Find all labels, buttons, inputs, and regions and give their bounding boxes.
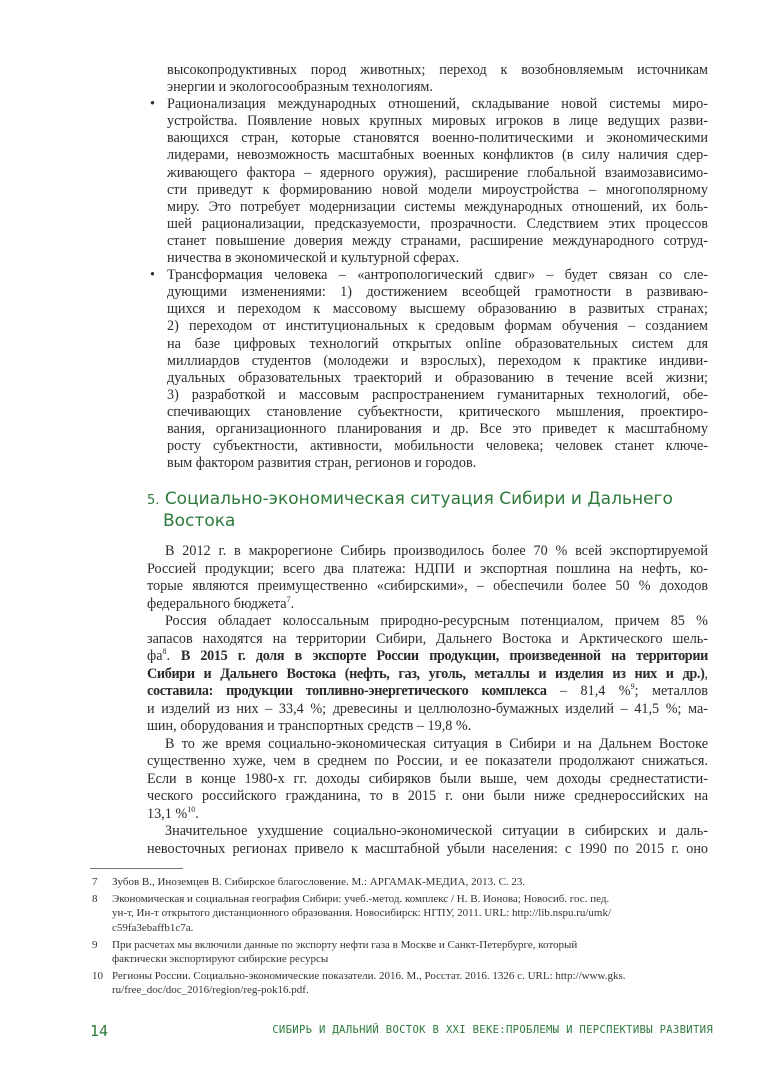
text-segment: фа: [147, 648, 163, 664]
text-line: ничества в экономической и культурной сферах.: [167, 250, 460, 267]
footnote-ref: 8: [162, 647, 167, 656]
text-segment: .: [290, 595, 295, 612]
footnote: [90, 892, 710, 935]
section-heading: [147, 489, 673, 532]
text-line: [147, 806, 708, 824]
text-line: лидерами, невозможность масштабных военных конфликтов (в силу наличия сдер-: [167, 147, 708, 164]
footnote-line: Зубов В., Иноземцев В. Сибирское благословение. М.: АРГАМАК-МЕДИА, 2013. С. 23.: [112, 876, 526, 888]
running-title: СИБИРЬ И ДАЛЬНИЙ ВОСТОК В XXI ВЕКЕ:ПРОБЛЕМЫ И ПЕРСПЕКТИВЫ РАЗВИТИЯ: [272, 1024, 713, 1036]
section-title-line1: Социально-экономическая ситуация Сибири и Дальнего: [164, 489, 673, 509]
text-line: [147, 666, 708, 684]
footnote: [90, 938, 710, 966]
text-line: [147, 578, 708, 596]
text-line: шей рационализации, предсказуемости, прозрачности. Следствием этих процессов: [167, 215, 708, 232]
text-line: сти приведут к формированию новой модели мироустройства – многополярному: [167, 181, 708, 198]
text-line: [147, 753, 708, 771]
text-line: вающихся стран, которые становятся военно-политическими и экономическими: [167, 130, 708, 147]
text-line: [147, 718, 708, 736]
text-line: вания, организационного планирования и др. Все это приведет к масштабному: [167, 420, 708, 437]
text-line: 3) разработкой и массовым распространением гуманитарных технологий, обе-: [167, 386, 708, 403]
text-segment: Россия обладает колоссальным природно-ресурсным потенциалом, причем 85 %: [165, 613, 708, 629]
continued-bullet-text: [147, 62, 708, 96]
text-segment: .: [195, 805, 199, 822]
text-line: 2) переходом от институциональных к средовым формам обучения – созданием: [167, 318, 708, 335]
bold-text: В 2015 г. доля в экспорте России продукции, произведенной на территории: [180, 648, 708, 664]
text-segment: существенно хуже, чем в среднем по России, и ее показатели продолжают снижаться.: [147, 753, 708, 769]
text-segment: шин, оборудования и транспортных средств – 19,8 %.: [147, 718, 472, 734]
bullet-list: [147, 96, 708, 472]
footnote-ref: 9: [630, 682, 635, 691]
text-line: [147, 841, 708, 859]
footnotes: [90, 875, 710, 1001]
footnote-line: фактически экспортируют сибирские ресурсы: [112, 953, 329, 966]
text-segment: Значительное ухудшение социально-экономической ситуации в сибирских и даль-: [165, 823, 708, 839]
text-line: [147, 543, 708, 561]
paragraph: [147, 613, 708, 736]
footnote-number: 8: [92, 893, 98, 906]
text-segment: федерального бюджета: [147, 595, 287, 612]
text-line: [147, 613, 708, 631]
footnote-ref: 7: [286, 594, 291, 604]
text-line: щихся и переходом к массовому высшему образованию в развитых странах;: [167, 301, 708, 318]
footnote-line: ун-т, Ин-т открытого дистанционного образования. Новосибирск: НГПУ, 2011. URL: http://lib.nspu.ru/umk/: [112, 907, 612, 920]
text-line: [147, 683, 708, 701]
footnote: [90, 875, 710, 889]
footnote-line: ru/free_doc/doc_2016/region/reg-pok16.pdf.: [112, 984, 309, 997]
text-line: высокопродуктивных пород животных; переход к возобновляемым источникам: [167, 62, 708, 78]
text-line: [147, 788, 708, 806]
text-segment: Если в конце 1980-х гг. доходы сибиряков были выше, чем доходы среднестатисти-: [147, 770, 708, 787]
bullet-item: [147, 96, 708, 267]
text-line: [147, 648, 708, 666]
text-line: Трансформация человека – «антропологический сдвиг» – будет связан со сле-: [167, 267, 708, 284]
section-number: 5.: [147, 493, 160, 508]
bullet-icon: •: [150, 96, 155, 113]
text-segment: запасов находятся на территории Сибири, Дальнего Востока и Арктического шель-: [147, 630, 708, 647]
text-line: [147, 736, 708, 754]
text-line: живающего фактора – ядерного оружия), расширение глобальной взаимозависимо-: [167, 164, 708, 181]
footnote-number: 10: [92, 970, 103, 983]
text-line: энергии и экологосообразным технологиям.: [167, 79, 433, 96]
bold-text: Сибири и Дальнего Востока (нефть, газ, уголь, металлы и изделия из них и др.): [147, 665, 705, 682]
footnote-number: 7: [92, 876, 98, 888]
text-segment: невосточных регионах привело к масштабной убыли населения: с 1990 по 2015 г. оно: [147, 840, 708, 857]
footnote-ref: 10: [187, 804, 196, 814]
text-line: на базе цифровых технологий открытых online образовательных систем для: [167, 335, 708, 352]
text-line: [147, 771, 708, 789]
bullet-item: [147, 267, 708, 472]
section-body: [147, 543, 708, 858]
bullet-icon: •: [150, 267, 155, 284]
top-text-block: [147, 62, 708, 472]
text-line: [147, 823, 708, 841]
text-segment: Россией продукции; всего два платежа: НДПИ и экспортная пошлина на нефть, ко-: [147, 560, 708, 577]
bold-text: составила: продукции топливно-энергетического комплекса: [147, 683, 547, 699]
text-segment: и изделий из них – 33,4 %; древесины и целлюлозно-бумажных изделий – 41,5 %; ма-: [147, 700, 708, 717]
footnote-line: При расчетах мы включили данные по экспорту нефти газа в Москве и Санкт-Петербурге, который: [112, 938, 578, 951]
paragraph: [147, 736, 708, 824]
page-number: 14: [90, 1022, 109, 1040]
footnote-number: 9: [92, 938, 98, 951]
text-line: миллиардов студентов (молодежи и взрослых), переходом к практике индиви-: [167, 352, 708, 369]
footnote-line: Регионы России. Социально-экономические показатели. 2016. М., Росстат. 2016. 1326 с. URL: http://www.gks.: [112, 970, 626, 983]
text-line: станет повышение доверия между странами, расширение международного сотруд-: [167, 232, 708, 249]
text-segment: В 2012 г. в макрорегионе Сибирь производилось более 70 % всей экспортируемой: [165, 543, 708, 559]
text-segment: В то же время социально-экономическая ситуация в Сибири и на Дальнем Востоке: [165, 735, 708, 752]
text-line: вым фактором развития стран, регионов и городов.: [167, 455, 477, 472]
section-title-line2: Востока: [163, 511, 236, 531]
footnote-divider: [90, 868, 183, 869]
text-segment: ческого российского гражданина, то в 2015 г. они были ниже среднероссийских на: [147, 788, 708, 804]
text-line: [147, 596, 708, 614]
text-segment: торые являются преимущественно «сибирскими», – обеспечили более 50 % доходов: [147, 578, 708, 594]
text-segment: – 81,4 %: [546, 683, 631, 699]
text-line: дуальных образовательных траекторий и образованию в течение всей жизни;: [167, 369, 708, 386]
text-line: [147, 631, 708, 649]
footnote-line: Экономическая и социальная география Сибири: учеб.-метод. комплекс / Н. В. Ионова; Новосиб. гос. пед.: [112, 893, 610, 906]
paragraph: [147, 823, 708, 858]
text-line: миру. Это потребует модернизации системы международных отношений, их боль-: [167, 198, 708, 215]
footnote: [90, 969, 710, 997]
text-line: росту субъектности, активности, мобильности человека; человек станет ключе-: [167, 438, 708, 455]
text-segment: .: [166, 648, 181, 664]
footnote-line: c59fa3ebaffb1c7a.: [112, 921, 194, 934]
text-segment: ; металлов: [634, 683, 709, 699]
text-line: Рационализация международных отношений, складывание новой системы миро-: [167, 96, 708, 113]
text-segment: ,: [704, 665, 708, 682]
text-line: спечивающих становление субъектности, критического мышления, проектиро-: [167, 403, 708, 420]
text-line: дующими изменениями: 1) достижением всеобщей грамотности в развиваю-: [167, 284, 708, 301]
text-line: устройства. Появление новых крупных мировых игроков в лице ведущих разви-: [167, 113, 708, 130]
paragraph: [147, 543, 708, 613]
text-segment: 13,1 %: [147, 805, 188, 822]
text-line: [147, 701, 708, 719]
text-line: [147, 561, 708, 579]
